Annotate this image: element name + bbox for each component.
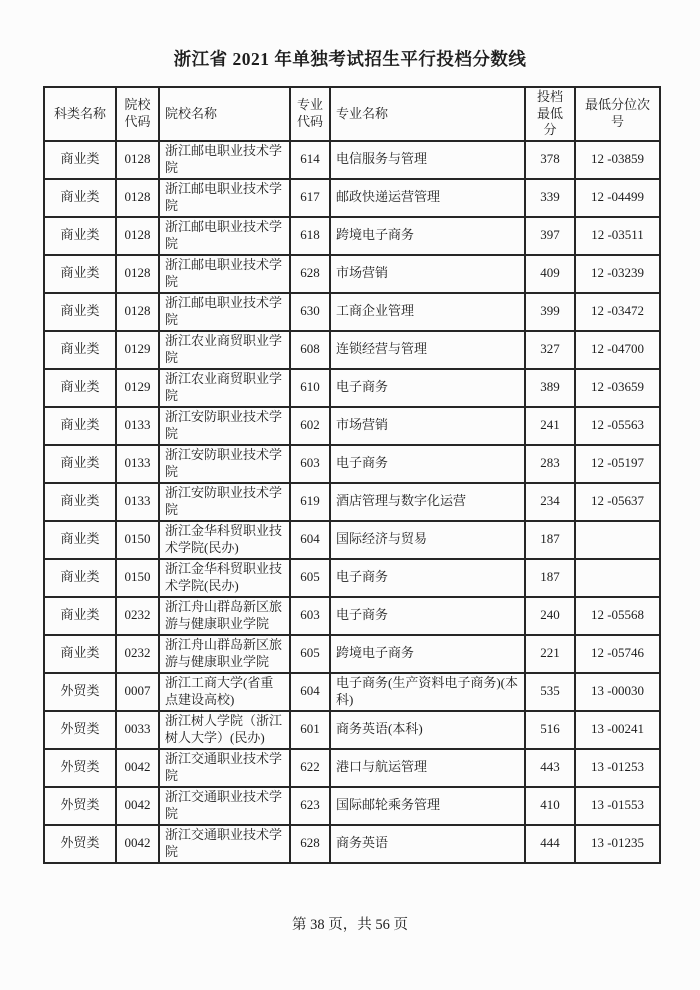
table-row [44,179,660,217]
cell-major-code: 604 [290,673,330,711]
column-header-major-code [290,87,330,141]
cell-category: 商业类 [44,521,116,559]
cell-college-name: 浙江安防职业技术学院 [159,483,290,521]
cell-min-score: 399 [525,293,575,331]
cell-major-code: 604 [290,521,330,559]
cell-college-code: 0042 [116,749,159,787]
cell-college-name: 浙江邮电职业技术学院 [159,255,290,293]
column-header-major-name [330,87,525,141]
cell-min-score: 443 [525,749,575,787]
column-header-label: 最低分位次号 [584,97,650,129]
cell-min-rank: 12 -05568 [575,597,660,635]
cell-college-name: 浙江树人学院（浙江树人大学）(民办) [159,711,290,749]
cell-major-name: 国际经济与贸易 [330,521,525,559]
cell-category: 商业类 [44,635,116,673]
cell-min-rank: 13 -00030 [575,673,660,711]
cell-major-name: 港口与航运管理 [330,749,525,787]
cell-college-name: 浙江邮电职业技术学院 [159,293,290,331]
cell-min-rank: 13 -00241 [575,711,660,749]
cell-category: 外贸类 [44,749,116,787]
cell-major-name: 工商企业管理 [330,293,525,331]
cell-college-name: 浙江安防职业技术学院 [159,445,290,483]
table-row [44,331,660,369]
table-row [44,673,660,711]
cell-major-code: 630 [290,293,330,331]
cell-major-name: 市场营销 [330,255,525,293]
cell-min-rank [575,521,660,559]
table-row [44,597,660,635]
table-row [44,787,660,825]
column-header-label: 代码 [124,113,151,129]
table-row [44,293,660,331]
cell-min-score: 241 [525,407,575,445]
cell-min-score: 535 [525,673,575,711]
cell-college-code: 0128 [116,141,159,179]
cell-major-name: 电子商务 [330,369,525,407]
column-header-college-name [159,87,290,141]
cell-college-name: 浙江金华科贸职业技术学院(民办) [159,559,290,597]
cell-college-name: 浙江交通职业技术学院 [159,787,290,825]
column-header-label: 院校 [124,97,151,113]
cell-college-code: 0150 [116,559,159,597]
cell-category: 商业类 [44,217,116,255]
table-row [44,711,660,749]
cell-college-name: 浙江邮电职业技术学院 [159,217,290,255]
cell-min-rank: 12 -04700 [575,331,660,369]
cell-min-rank: 12 -03239 [575,255,660,293]
cell-college-code: 0128 [116,217,159,255]
cell-college-name: 浙江舟山群岛新区旅游与健康职业学院 [159,635,290,673]
cell-min-score: 327 [525,331,575,369]
cell-college-code: 0133 [116,483,159,521]
column-header-label: 专业 [296,97,323,113]
cell-min-score: 187 [525,559,575,597]
column-header-label: 最低分 [536,105,563,137]
table-header-row [44,87,660,141]
cell-major-name: 市场营销 [330,407,525,445]
table-row [44,749,660,787]
cell-min-rank: 12 -05197 [575,445,660,483]
cell-category: 外贸类 [44,825,116,863]
table-row [44,255,660,293]
table-row [44,483,660,521]
cell-min-score: 378 [525,141,575,179]
table-row [44,445,660,483]
cell-major-name: 电子商务 [330,445,525,483]
cell-category: 外贸类 [44,673,116,711]
cell-college-code: 0133 [116,445,159,483]
cell-college-name: 浙江安防职业技术学院 [159,407,290,445]
page-title: 浙江省 2021 年单独考试招生平行投档分数线 [173,49,527,69]
cell-category: 商业类 [44,179,116,217]
page-number: 第 38 页，共 56 页 [292,917,408,933]
cell-min-rank: 12 -03659 [575,369,660,407]
cell-category: 外贸类 [44,787,116,825]
cell-min-score: 339 [525,179,575,217]
cell-major-code: 618 [290,217,330,255]
cell-category: 商业类 [44,483,116,521]
cell-category: 商业类 [44,597,116,635]
column-header-category [44,87,116,141]
cell-category: 商业类 [44,331,116,369]
cell-college-code: 0133 [116,407,159,445]
cell-category: 商业类 [44,255,116,293]
cell-major-name: 电信服务与管理 [330,141,525,179]
cell-min-score: 187 [525,521,575,559]
cell-major-name: 连锁经营与管理 [330,331,525,369]
cell-major-code: 628 [290,825,330,863]
cell-college-name: 浙江工商大学(省重点建设高校) [159,673,290,711]
cell-major-name: 跨境电子商务 [330,217,525,255]
cell-category: 商业类 [44,407,116,445]
cell-major-code: 628 [290,255,330,293]
cell-min-rank: 12 -05563 [575,407,660,445]
cell-category: 商业类 [44,141,116,179]
table-body [44,141,660,863]
cell-college-code: 0042 [116,787,159,825]
cell-major-name: 电子商务(生产资料电子商务)(本科) [330,673,525,711]
cell-min-rank: 12 -03859 [575,141,660,179]
cell-major-name: 国际邮轮乘务管理 [330,787,525,825]
cell-college-code: 0128 [116,255,159,293]
cell-min-score: 283 [525,445,575,483]
cell-min-rank: 12 -03472 [575,293,660,331]
cell-college-name: 浙江金华科贸职业技术学院(民办) [159,521,290,559]
cell-category: 商业类 [44,369,116,407]
cell-college-name: 浙江邮电职业技术学院 [159,179,290,217]
cell-min-score: 389 [525,369,575,407]
column-header-min-rank [575,87,660,141]
cell-college-code: 0033 [116,711,159,749]
cell-min-rank: 13 -01253 [575,749,660,787]
cell-major-code: 602 [290,407,330,445]
cell-min-score: 516 [525,711,575,749]
cell-min-rank: 13 -01553 [575,787,660,825]
cell-major-name: 商务英语(本科) [330,711,525,749]
cell-min-score: 397 [525,217,575,255]
cell-college-code: 0128 [116,293,159,331]
table-row [44,635,660,673]
cell-major-code: 603 [290,445,330,483]
cell-major-code: 601 [290,711,330,749]
cell-major-code: 614 [290,141,330,179]
cell-major-code: 605 [290,559,330,597]
cell-major-name: 酒店管理与数字化运营 [330,483,525,521]
column-header-min-score [525,87,575,141]
cell-category: 商业类 [44,293,116,331]
cell-major-name: 商务英语 [330,825,525,863]
table-row [44,141,660,179]
cell-major-name: 跨境电子商务 [330,635,525,673]
table-row [44,407,660,445]
cell-category: 商业类 [44,445,116,483]
header-row [44,87,660,141]
table-row [44,521,660,559]
column-header-label: 科类名称 [53,105,106,121]
cell-college-code: 0129 [116,369,159,407]
cell-min-rank: 12 -05746 [575,635,660,673]
table-row [44,369,660,407]
cell-college-name: 浙江交通职业技术学院 [159,749,290,787]
cell-college-code: 0232 [116,597,159,635]
cell-major-code: 617 [290,179,330,217]
cell-college-code: 0128 [116,179,159,217]
cell-major-code: 603 [290,597,330,635]
cell-college-code: 0007 [116,673,159,711]
cell-major-name: 电子商务 [330,559,525,597]
table-row [44,217,660,255]
column-header-college-code [116,87,159,141]
cell-min-score: 410 [525,787,575,825]
cell-college-code: 0042 [116,825,159,863]
cell-category: 商业类 [44,559,116,597]
cell-min-score: 240 [525,597,575,635]
cell-min-score: 409 [525,255,575,293]
cell-major-code: 605 [290,635,330,673]
table-row [44,559,660,597]
cell-major-name: 邮政快递运营管理 [330,179,525,217]
cell-min-rank: 12 -05637 [575,483,660,521]
cell-college-code: 0129 [116,331,159,369]
column-header-label: 院校名称 [165,105,218,121]
cell-college-name: 浙江农业商贸职业学院 [159,369,290,407]
cell-college-name: 浙江交通职业技术学院 [159,825,290,863]
cell-college-name: 浙江舟山群岛新区旅游与健康职业学院 [159,597,290,635]
cell-major-code: 610 [290,369,330,407]
cell-college-name: 浙江邮电职业技术学院 [159,141,290,179]
cell-min-rank: 12 -03511 [575,217,660,255]
cell-min-rank [575,559,660,597]
cell-min-rank: 12 -04499 [575,179,660,217]
cell-major-code: 623 [290,787,330,825]
table-row [44,825,660,863]
cell-min-rank: 13 -01235 [575,825,660,863]
cell-category: 外贸类 [44,711,116,749]
cell-college-code: 0150 [116,521,159,559]
cell-college-code: 0232 [116,635,159,673]
cell-major-code: 608 [290,331,330,369]
cell-major-name: 电子商务 [330,597,525,635]
column-header-label: 代码 [296,113,323,129]
cell-min-score: 234 [525,483,575,521]
cell-min-score: 444 [525,825,575,863]
cell-major-code: 619 [290,483,330,521]
cell-major-code: 622 [290,749,330,787]
column-header-label: 投档 [536,89,563,104]
column-header-label: 专业名称 [336,105,389,121]
cell-min-score: 221 [525,635,575,673]
score-table [43,86,661,864]
cell-college-name: 浙江农业商贸职业学院 [159,331,290,369]
